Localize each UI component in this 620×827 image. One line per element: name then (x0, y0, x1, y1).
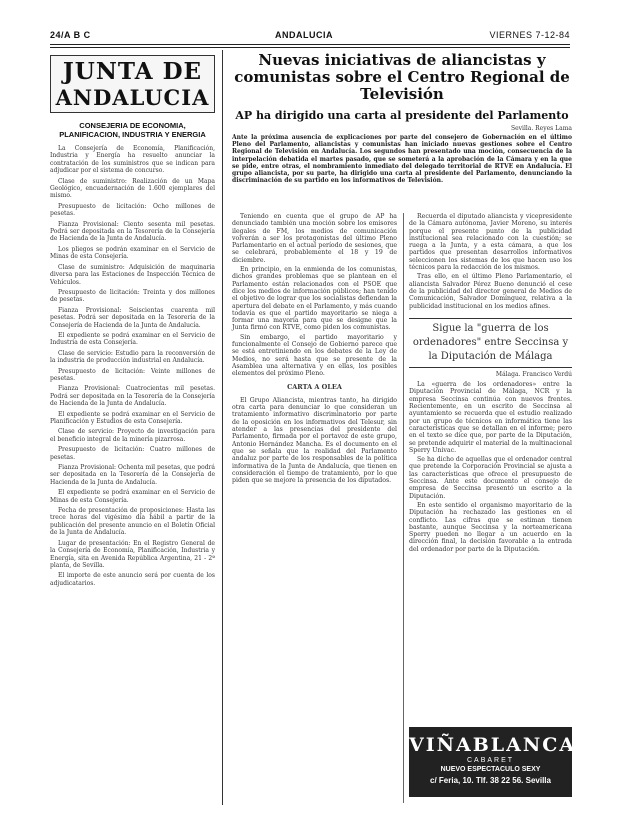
paragraph: El Grupo Aliancista, mientras tanto, ha dirigido otra carta para denunciar lo que consideran un tratamiento informativo discriminatorio por parte de la oposición en los informativos del Telesur, sin atender a las presencias del presidente del Parlamento, firmada por el portavoz de este grupo, Antonio Hernández Mancha. Es el documento en el que se señala que la realidad del Parlamento andaluz por parte de los responsables de la política informativa de la Junta de Andalucía, que tienen en consideración el tiempo de tratamiento, por lo que piden que se mejore la presencia de los diputados. (232, 396, 397, 485)
article-byline: Sevilla. Reyes Lama (510, 125, 572, 132)
page-number: 24/A B C (50, 30, 91, 40)
paragraph: El expediente se podrá examinar en el Servicio de Planificación y Estudios de esta Consejería. (50, 410, 215, 425)
logo-line-2: ANDALUCIA (55, 85, 210, 110)
paragraph: Fianza Provisional: Ochenta mil pesetas, que podrá ser depositada en la Tesorería de la Consejería de Hacienda de la Junta de Andalucía. (50, 464, 215, 486)
header-rule (50, 44, 570, 45)
ad-name: VIÑABLANCA (409, 734, 577, 756)
paragraph: Presupuesto de licitación: Ocho millones de pesetas. (50, 202, 215, 218)
page-header (50, 30, 570, 44)
paragraph: La «guerra de los ordenadores» entre la Diputación Provincial de Málaga, NCR y la empresa Seccinsa continúa con nuevos frentes. Recientemente, en un escrito de Seccinsa al ayuntamiento se recuerda que el estudio realizado por un grupo de técnicos en informática tiene las características que se detallan en el informe; pero en el texto se dice que, por parte de la Diputación, se pretende adquirir el material de la multinacional Sperry Univac. (409, 381, 572, 454)
paragraph: La Consejería de Economía, Planificación, Industria y Energía ha resuelto anunciar la contratación de los suministros que se indican para adjudicar por el sistema de concurso. (50, 145, 215, 175)
consejeria-body (50, 145, 215, 587)
column-divider (403, 213, 404, 803)
article-body (232, 213, 577, 803)
paragraph: Fianza Provisional: Ciento sesenta mil pesetas. Podrá ser depositada en la Tesorería de la Consejería de Hacienda de la Junta de Andalucía. (50, 220, 215, 243)
paragraph: Tras ello, en el último Pleno Parlamentario, el aliancista Salvador Pérez Bueno denunció el cese de la publicidad del director general de Medios de Comunicación, Salvador Domínguez, relativa a la publicidad institucional en los medios afines. (409, 273, 572, 310)
paragraph: Fianza Provisional: Seiscientas cuarenta mil pesetas. Podrá ser depositada en la Tesorería de la Consejería de Hacienda de la Junta de Andalucía. (50, 306, 215, 329)
paragraph: El importe de este anuncio será por cuenta de los adjudicatarios. (50, 572, 215, 587)
article-subhead: AP ha dirigido una carta al presidente del Parlamento (235, 109, 569, 122)
paragraph: Fecha de presentación de proposiciones: Hasta las trece horas del vigésimo día hábil a partir de la publicación del presente anuncio en el Boletín Oficial de la Junta de Andalucía. (50, 507, 215, 537)
paragraph: Se ha dicho de aquellas que el ordenador central que pretende la Corporación Provincial se ajusta a las características que ofrece el presupuesto de Seccinsa. Ante este documento el consejo de empresa de Seccinsa presentó un escrito a la Diputación. (409, 456, 572, 500)
issue-date: VIERNES 7-12-84 (489, 30, 570, 40)
article-column-1 (232, 213, 397, 486)
advertisement-column (50, 55, 215, 590)
paragraph: Sin embargo, el partido mayoritario y funcionalmente el Consejo de Gobierno parece que se está entretiniendo en los debates de la Ley de Medios, no será hasta que se presente de la Asamblea una alternativa y en ellas, los posibles elementos del próximo Pleno. (232, 333, 397, 378)
secondary-byline: Málaga. Francisco Verdú (495, 370, 572, 378)
article-header (232, 52, 572, 184)
ad-show: NUEVO ESPECTACULO SEXY (440, 766, 541, 773)
junta-logo (50, 55, 215, 113)
ad-kind: CABARET (466, 757, 515, 764)
header-rule-2 (50, 47, 570, 48)
cabaret-ad (409, 727, 577, 797)
paragraph: Presupuesto de licitación: Cuatro millones de pesetas. (50, 446, 215, 461)
section-kicker: CARTA A OLEA (287, 382, 342, 391)
paragraph: En principio, en la enmienda de los comunistas, dichos grandes problemas que se plantean en el Parlamento están relacionados con el PSOE que dice los medios de información públicos; han tenido el objetivo de lograr que los socialistas defiendan la apertura del debate en el Parlamento, y más cuando todavía es que el partido mayoritario se niega a formar una mayoría para que se designe que la Junta firmó con RTVE, como piden los comunistas. (232, 266, 397, 332)
article-headline: Nuevas iniciativas de aliancistas y comunistas sobre el Centro Regional de Televisión (234, 51, 570, 103)
secondary-headline: Sigue la "guerra de los ordenadores" entre Seccinsa y la Diputación de Málaga (409, 318, 572, 368)
paragraph: Los pliegos se podrán examinar en el Servicio de Minas de esta Consejería. (50, 245, 215, 261)
paragraph: Clase de servicio: Proyecto de investigación para el beneficio integral de la minería pizarrosa. (50, 428, 215, 443)
paragraph: Clase de suministro: Adquisición de maquinaria diversa para las Estaciones de Inspección Técnica de Vehículos. (50, 263, 215, 286)
consejeria-title: CONSEJERIA DE ECONOMIA, PLANIFICACION, INDUSTRIA Y ENERGIA (59, 121, 206, 139)
paragraph: Presupuesto de licitación: Veinte millones de pesetas. (50, 367, 215, 382)
paragraph: Presupuesto de licitación: Treinta y dos millones de pesetas. (50, 288, 215, 304)
article-column-2 (409, 213, 572, 555)
paragraph: Clase de servicio: Estudio para la reconversión de la industria de producción industrial en Andalucía. (50, 349, 215, 365)
ad-address: c/ Feria, 10. Tlf. 38 22 56. Sevilla (430, 776, 551, 785)
column-divider (222, 50, 223, 805)
logo-line-1: JUNTA DE (62, 58, 203, 85)
paragraph: Teniendo en cuenta que el grupo de AP ha denunciado también una moción sobre los emisores ilegales de FM, los medios de comunicación volverán a ser los protagonistas del último Pleno Parlamentario en el actual período de sesiones, que se celebrará, probablemente el 18 y 19 de diciembre. (232, 213, 397, 264)
paragraph: Lugar de presentación: En el Registro General de la Consejería de Economía, Planificación, Industria y Energía, sita en Avenida República Argentina, 21 - 2ª planta, de Sevilla. (50, 539, 215, 569)
paragraph: Clase de suministro: Realización de un Mapa Geológico, encuadernación de 1.600 ejemplares del mismo. (50, 177, 215, 200)
paragraph: En este sentido el organismo mayoritario de la Diputación ha rechazado las gestiones en el conflicto. Las cifras que se estiman tienen bastante, aunque Seccinsa y la norteamericana Sperry pueden no llegar a un acuerdo en la dirección final, la decisión favorable a la entrada del ordenador por parte de la Diputación. (409, 501, 572, 553)
section-title: ANDALUCIA (275, 30, 333, 40)
article-lead: Ante la próxima ausencia de explicaciones por parte del consejero de Gobernación en el último Pleno del Parlamento, aliancistas y comunistas han iniciado nuevas gestiones sobre el Centro Regional de Televisión en Andalucía. Los segundos han presentado una moción, consecuencia de la interpelación debatida el martes pasado, que se someterá a la aprobación de la Cámara y en la que se pide, entre otras, el nombramiento inmediato del delegado territorial de RTVE en Andalucía. El grupo aliancista, por su parte, ha dirigido una carta al presidente del Parlamento, denunciando la discriminación de su partido en los informativos de Televisión. (232, 134, 572, 185)
paragraph: Recuerda el diputado aliancista y vicepresidente de la Cámara autónoma, Javier Moreno, su interés porque el presente punto de la publicidad institucional sea relacionado con la cuestión; se ruega a la Junta, y a esta cámara, a que los partidos que presentan desarrollos informativos seleccionen los sistemas de los que hacen uso los técnicos para la redacción de los mismos. (409, 213, 572, 272)
paragraph: El expediente se podrá examinar en el Servicio de Industria de esta Consejería. (50, 331, 215, 347)
paragraph: Fianza Provisional: Cuatrocientas mil pesetas. Podrá ser depositada en la Tesorería de la Consejería de Hacienda de la Junta de Andalucía. (50, 385, 215, 408)
paragraph: El expediente se podrá examinar en el Servicio de Minas de esta Consejería. (50, 489, 215, 504)
